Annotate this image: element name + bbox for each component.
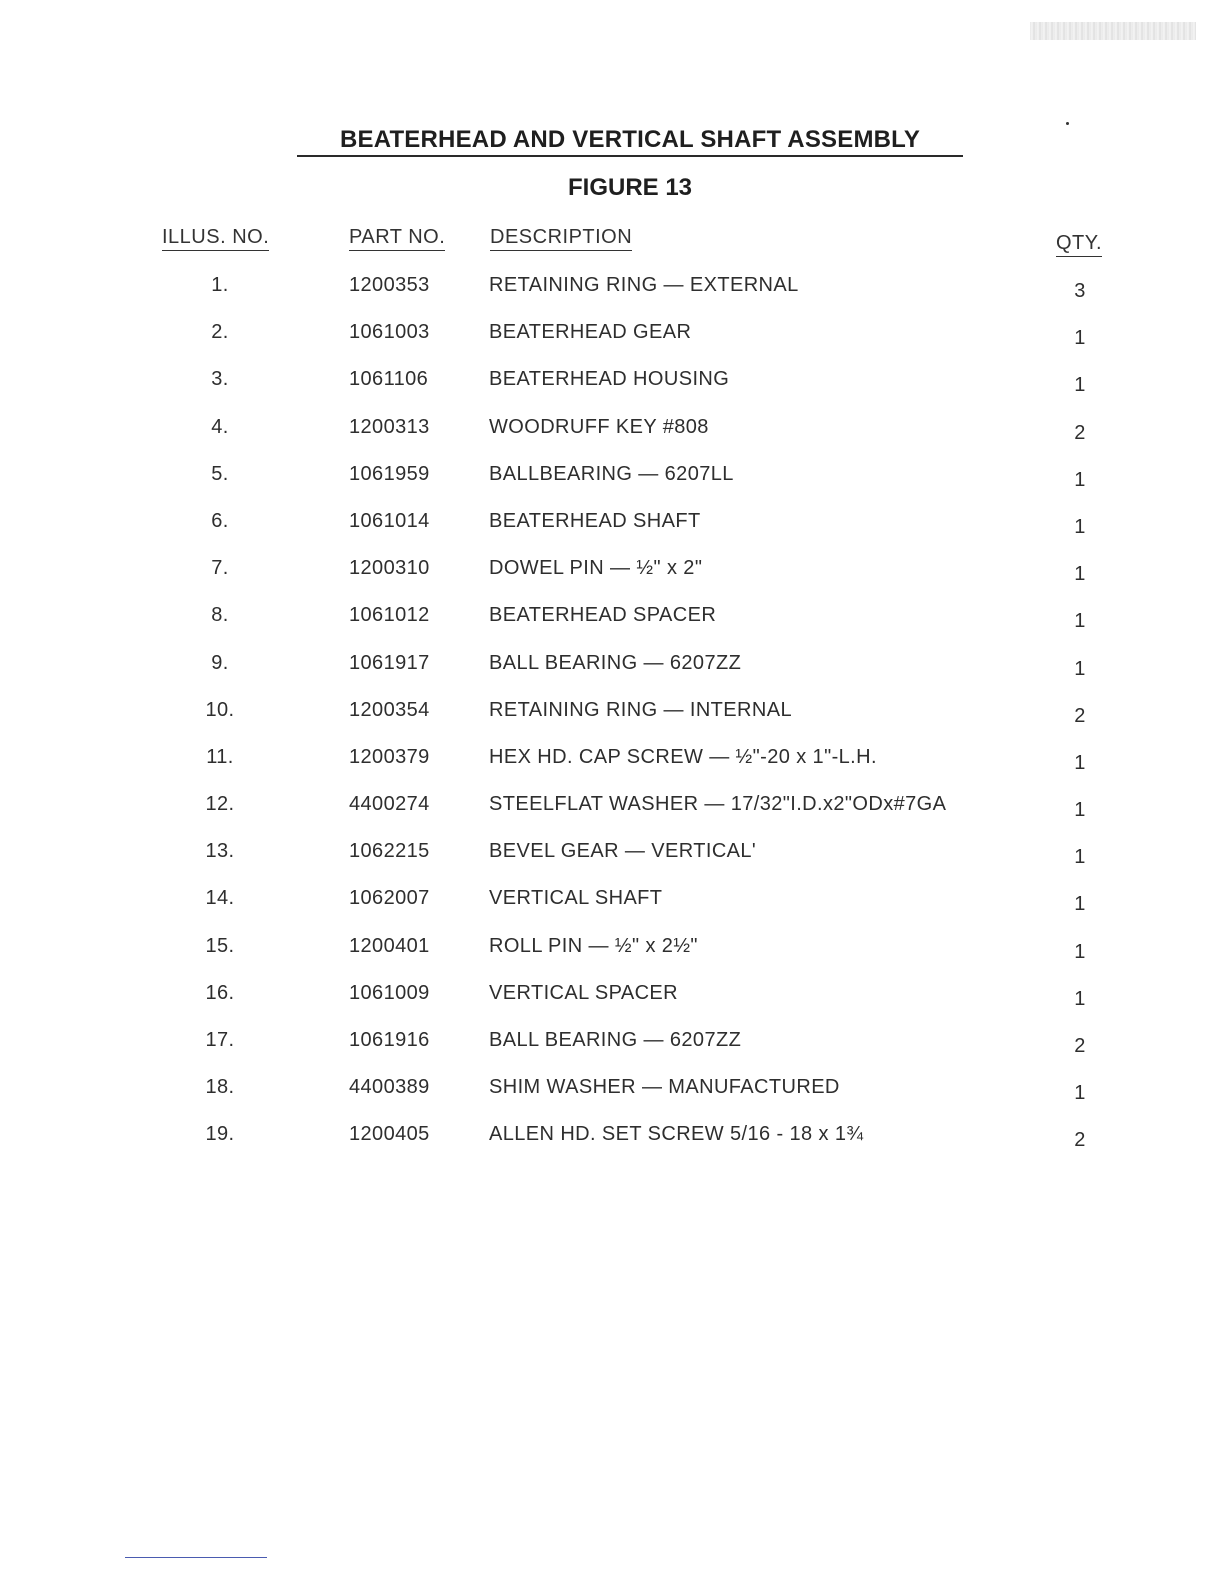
table-row: [0, 648, 1224, 695]
part-description: ROLL PIN — ½" x 2½": [489, 934, 698, 957]
part-description: STEELFLAT WASHER — 17/32"I.D.x2"ODx#7GA: [489, 793, 947, 816]
table-row: [0, 364, 1224, 411]
header-description: DESCRIPTION: [490, 226, 632, 251]
divider: [125, 1557, 267, 1558]
part-description: SHIM WASHER — MANUFACTURED: [489, 1076, 840, 1099]
table-row: [0, 600, 1224, 647]
part-qty: 1: [1074, 610, 1086, 633]
part-no: 1200313: [349, 415, 430, 438]
table-row: [0, 1119, 1224, 1166]
part-description: RETAINING RING — INTERNAL: [489, 698, 792, 721]
table-row: [0, 506, 1224, 553]
illus-no: 18.: [205, 1076, 235, 1099]
illus-no: 14.: [205, 887, 235, 910]
part-no: 4400389: [349, 1076, 430, 1099]
table-row: [0, 695, 1224, 742]
part-qty: 2: [1074, 1129, 1086, 1152]
part-no: 4400274: [349, 793, 430, 816]
header-part-no: PART NO.: [349, 226, 445, 251]
part-qty: 1: [1074, 657, 1086, 680]
table-row: [0, 883, 1224, 930]
illus-no: 1.: [211, 274, 229, 296]
illus-no: 10.: [205, 698, 235, 721]
header-illus-no: ILLUS. NO.: [162, 226, 269, 251]
part-qty: 3: [1074, 280, 1086, 302]
part-qty: 2: [1074, 421, 1086, 444]
parts-list: [0, 270, 1224, 1167]
part-description: RETAINING RING — EXTERNAL: [489, 274, 799, 296]
table-row: [0, 931, 1224, 978]
part-description: BEATERHEAD GEAR: [489, 321, 692, 344]
part-description: BALL BEARING — 6207ZZ: [489, 651, 742, 674]
part-description: VERTICAL SPACER: [489, 981, 679, 1004]
part-no: 1062215: [349, 840, 430, 863]
table-row: [0, 412, 1224, 459]
illus-no: 16.: [205, 981, 235, 1004]
part-description: VERTICAL SHAFT: [489, 887, 663, 910]
part-no: 1200405: [349, 1123, 430, 1146]
part-qty: 1: [1074, 468, 1086, 491]
scan-artifact: [1030, 22, 1196, 40]
part-no: 1061916: [349, 1029, 430, 1051]
part-description: HEX HD. CAP SCREW — ½"-20 x 1"-L.H.: [489, 745, 877, 768]
part-no: 1200310: [349, 557, 430, 580]
part-qty: 2: [1074, 1035, 1086, 1057]
illus-no: 6.: [211, 509, 229, 532]
part-qty: 1: [1074, 940, 1086, 963]
part-qty: 1: [1074, 327, 1086, 350]
part-qty: 1: [1074, 515, 1086, 538]
illus-no: 2.: [211, 321, 229, 344]
part-qty: 1: [1074, 987, 1086, 1010]
illus-no: 7.: [211, 557, 229, 580]
part-no: 1200354: [349, 698, 430, 721]
part-description: BALL BEARING — 6207ZZ: [489, 1029, 742, 1051]
part-description: BEATERHEAD SPACER: [489, 604, 717, 627]
illus-no: 17.: [205, 1029, 235, 1051]
table-row: [0, 1025, 1224, 1072]
table-row: [0, 553, 1224, 600]
header-qty: QTY.: [1056, 232, 1102, 257]
part-no: 1200401: [349, 934, 430, 957]
part-no: 1200379: [349, 745, 430, 768]
table-row: [0, 1072, 1224, 1119]
part-description: BEATERHEAD SHAFT: [489, 509, 701, 532]
part-qty: 1: [1074, 751, 1086, 774]
table-row: [0, 978, 1224, 1025]
scan-speck: [1066, 122, 1069, 125]
illus-no: 8.: [211, 604, 229, 627]
part-qty: 1: [1074, 799, 1086, 822]
illus-no: 13.: [205, 840, 235, 863]
part-description: DOWEL PIN — ½" x 2": [489, 557, 703, 580]
illus-no: 12.: [205, 793, 235, 816]
part-qty: 2: [1074, 704, 1086, 727]
table-row: [0, 459, 1224, 506]
table-row: [0, 789, 1224, 836]
part-qty: 1: [1074, 1082, 1086, 1105]
illus-no: 11.: [206, 745, 234, 768]
part-no: 1061009: [349, 981, 430, 1004]
table-row: [0, 317, 1224, 364]
table-row: [0, 270, 1224, 317]
part-description: BEATERHEAD HOUSING: [489, 368, 730, 391]
part-no: 1200353: [349, 274, 430, 296]
table-row: [0, 742, 1224, 789]
part-qty: 1: [1074, 893, 1086, 916]
part-qty: 1: [1074, 563, 1086, 586]
illus-no: 3.: [211, 368, 229, 391]
table-row: [0, 836, 1224, 883]
part-no: 1061959: [349, 462, 430, 485]
part-description: BEVEL GEAR — VERTICAL': [489, 840, 757, 863]
illus-no: 9.: [211, 651, 229, 674]
part-no: 1062007: [349, 887, 430, 910]
illus-no: 5.: [211, 462, 229, 485]
part-no: 1061917: [349, 651, 430, 674]
part-qty: 1: [1074, 374, 1086, 397]
part-no: 1061106: [349, 368, 429, 391]
part-description: ALLEN HD. SET SCREW 5/16 - 18 x 1¾: [489, 1123, 864, 1146]
illus-no: 15.: [205, 934, 235, 957]
part-no: 1061012: [349, 604, 430, 627]
part-no: 1061003: [349, 321, 430, 344]
part-description: WOODRUFF KEY #808: [489, 415, 709, 438]
illus-no: 19.: [205, 1123, 235, 1146]
part-no: 1061014: [349, 509, 430, 532]
page-title: BEATERHEAD AND VERTICAL SHAFT ASSEMBLY: [297, 126, 963, 157]
part-qty: 1: [1074, 846, 1086, 869]
illus-no: 4.: [211, 415, 229, 438]
part-description: BALLBEARING — 6207LL: [489, 462, 734, 485]
figure-label: FIGURE 13: [567, 174, 693, 201]
